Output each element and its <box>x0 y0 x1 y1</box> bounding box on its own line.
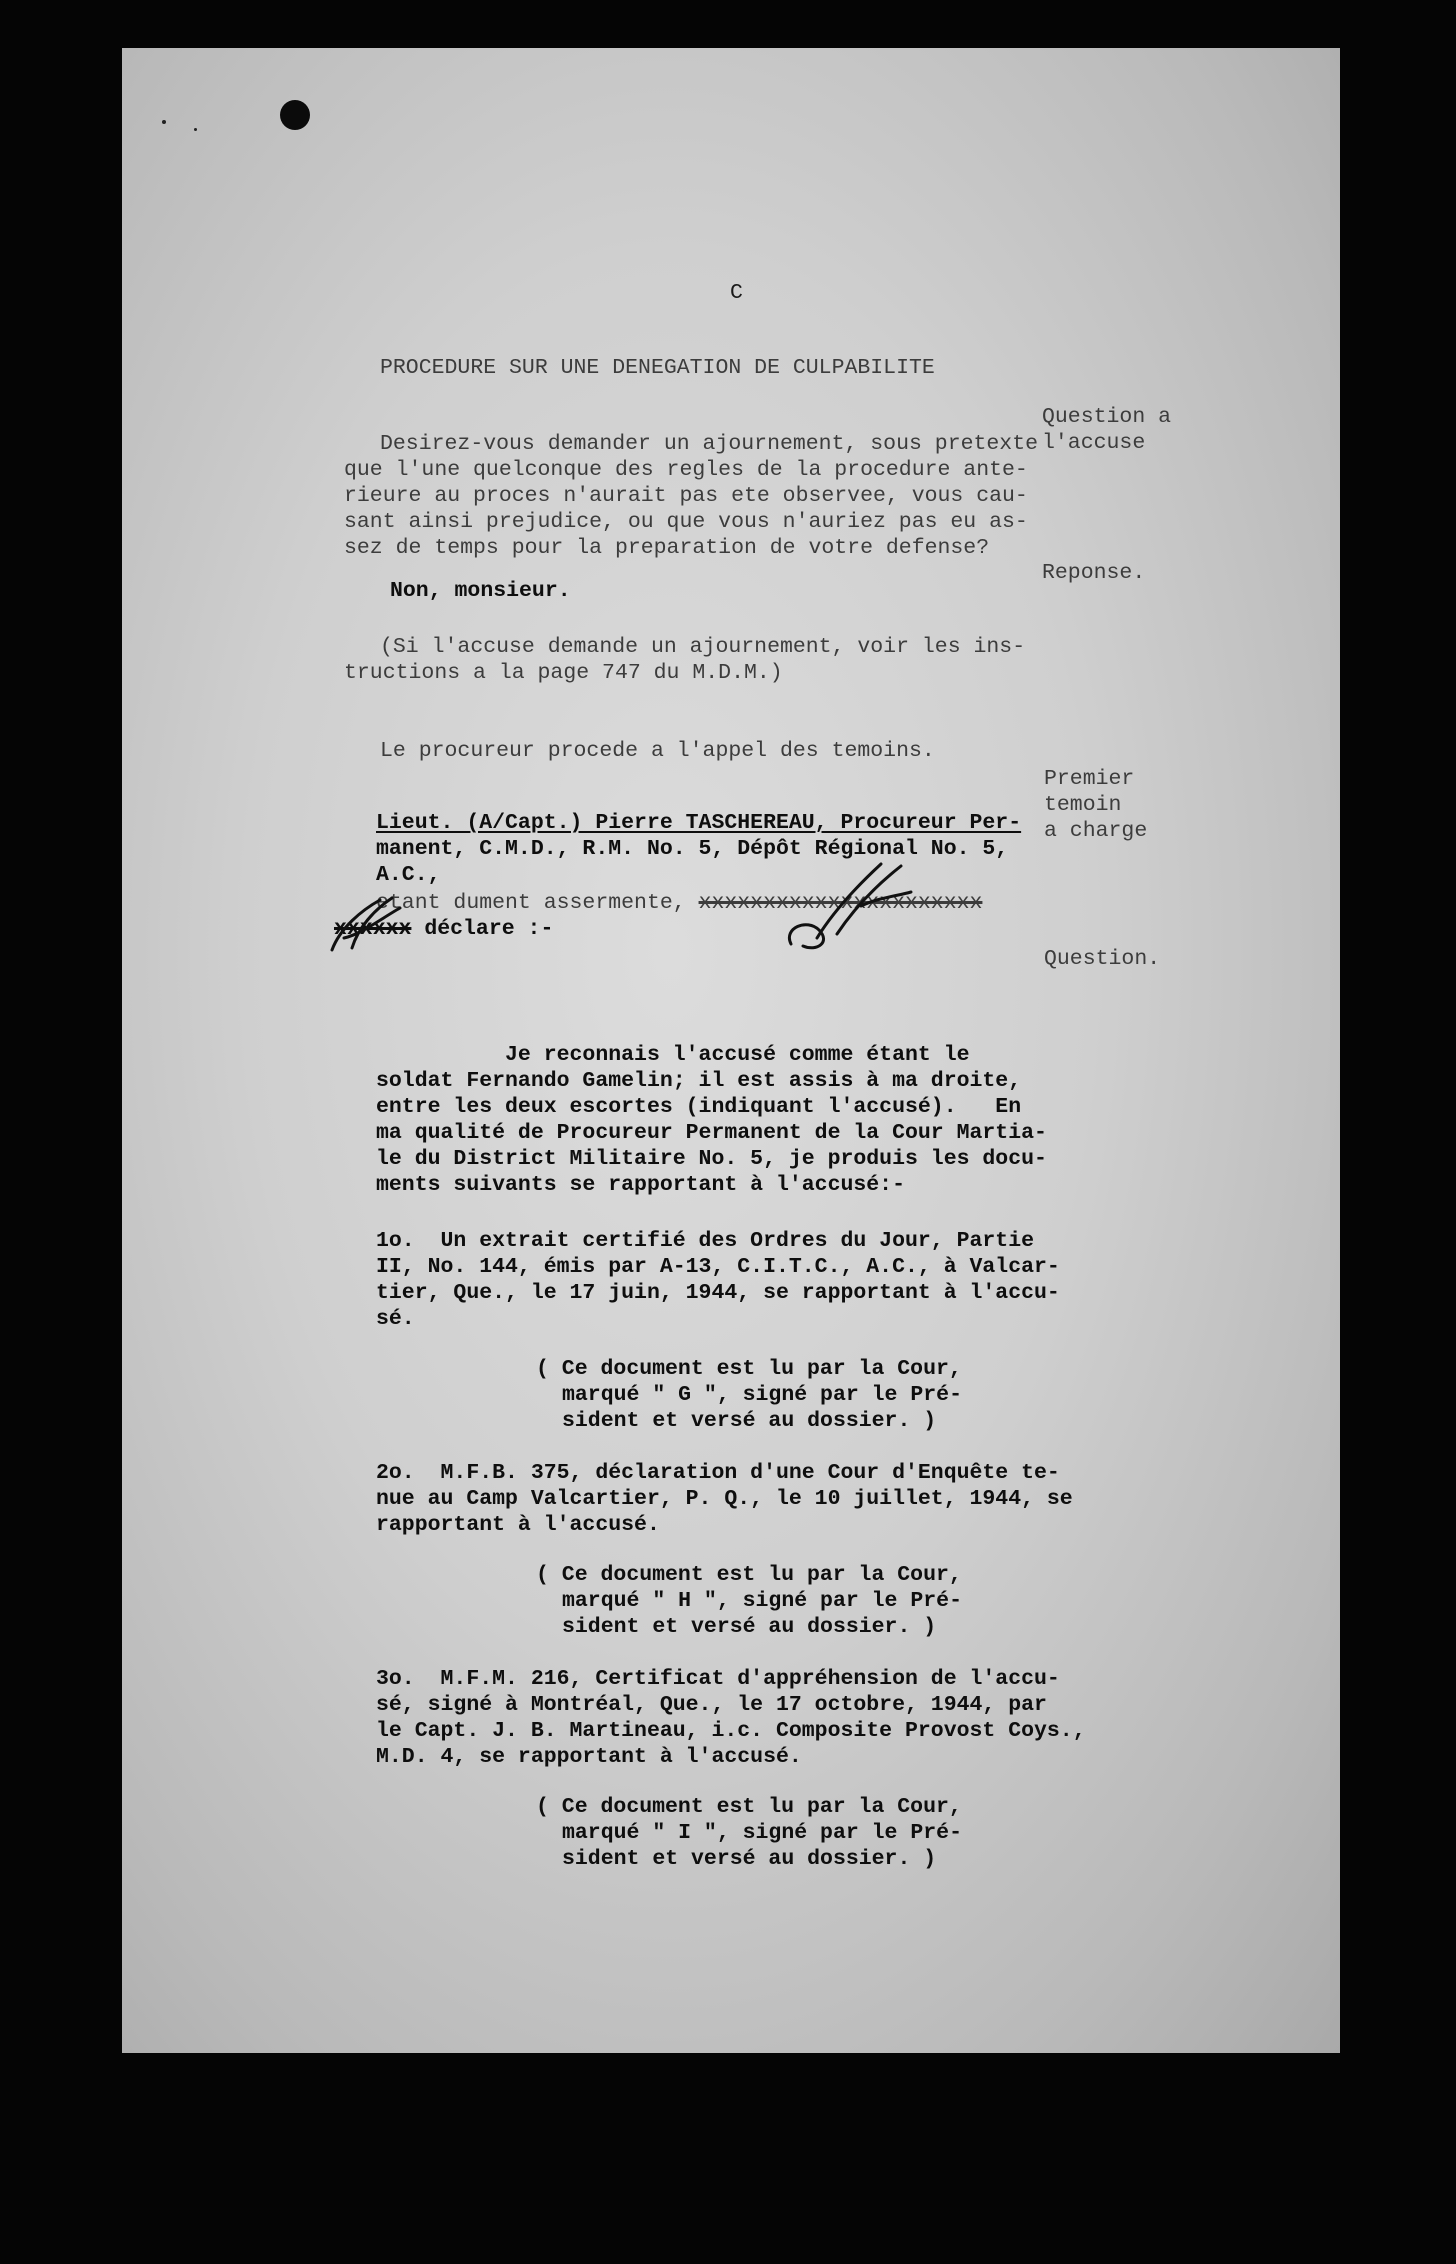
handwritten-initials <box>777 848 917 958</box>
margin-note-question-line2: l'accuse <box>1042 431 1146 455</box>
section-letter: C <box>730 281 743 305</box>
margin-note-question2: Question. <box>1044 947 1161 971</box>
sworn-text: etant dument assermente, <box>376 891 686 915</box>
margin-note-premier-line2: temoin <box>1044 793 1122 817</box>
margin-note-question-line1: Question a <box>1042 405 1172 429</box>
punch-hole <box>280 100 310 130</box>
document-2-note: ( Ce document est lu par la Cour, <box>536 1563 962 1587</box>
testimony-line: Je reconnais l'accusé comme étant le <box>376 1043 970 1067</box>
document-2-line: nue au Camp Valcartier, P. Q., le 10 juillet, 1944, se <box>376 1487 1073 1511</box>
document-2-line: 2o. M.F.B. 375, déclaration d'une Cour d'Enquête te- <box>376 1461 1060 1485</box>
document-3-note: sident et versé au dossier. ) <box>562 1847 937 1871</box>
testimony-line: ma qualité de Procureur Permanent de la Cour Martia- <box>376 1121 1047 1145</box>
document-3-line: sé, signé à Montréal, Que., le 17 octobre, 1944, par <box>376 1693 1047 1717</box>
question-line: que l'une quelconque des regles de la procedure ante- <box>344 458 1028 482</box>
document-3-line: le Capt. J. B. Martineau, i.c. Composite Provost Coys., <box>376 1719 1086 1743</box>
document-1-line: II, No. 144, émis par A-13, C.I.T.C., A.C., à Valcar- <box>376 1255 1060 1279</box>
struck-text: xxxxxx <box>334 917 412 941</box>
section-heading: PROCEDURE SUR UNE DENEGATION DE CULPABILITE <box>380 356 935 380</box>
document-2-note: marqué " H ", signé par le Pré- <box>562 1589 962 1613</box>
document-1-note: sident et versé au dossier. ) <box>562 1409 937 1433</box>
witness-call: Le procureur procede a l'appel des temoins. <box>380 739 935 763</box>
witness-rank-line: manent, C.M.D., R.M. No. 5, Dépôt Régional No. 5, <box>376 837 1009 861</box>
testimony-line: le du District Militaire No. 5, je produis les docu- <box>376 1147 1047 1171</box>
witness-name-line: Lieut. (A/Capt.) Pierre TASCHEREAU, Procureur Per- <box>376 811 1022 835</box>
document-1-note: ( Ce document est lu par la Cour, <box>536 1357 962 1381</box>
handwritten-initials <box>322 888 412 958</box>
question-line: rieure au proces n'aurait pas ete observee, vous cau- <box>344 484 1028 508</box>
document-3-note: marqué " I ", signé par le Pré- <box>562 1821 962 1845</box>
document-1-line: 1o. Un extrait certifié des Ordres du Jour, Partie <box>376 1229 1035 1253</box>
instruction-line: tructions a la page 747 du M.D.M.) <box>344 661 783 685</box>
document-3-line: M.D. 4, se rapportant à l'accusé. <box>376 1745 802 1769</box>
margin-note-reponse: Reponse. <box>1042 561 1146 585</box>
question-line: sant ainsi prejudice, ou que vous n'auriez pas eu as- <box>344 510 1028 534</box>
testimony-line: entre les deux escortes (indiquant l'accusé). En <box>376 1095 1022 1119</box>
margin-note-premier-line3: a charge <box>1044 819 1148 843</box>
struck-text: xxxxxxxxxxxxxxxxxxxxxx <box>698 891 983 915</box>
document-3-note: ( Ce document est lu par la Cour, <box>536 1795 962 1819</box>
question-line: sez de temps pour la preparation de votre defense? <box>344 536 990 560</box>
document-page <box>122 48 1340 2053</box>
speck <box>162 120 166 124</box>
question-line: Desirez-vous demander un ajournement, sous pretexte <box>380 432 1039 456</box>
document-2-note: sident et versé au dossier. ) <box>562 1615 937 1639</box>
instruction-line: (Si l'accuse demande un ajournement, voir les ins- <box>380 635 1026 659</box>
margin-note-premier-line1: Premier <box>1044 767 1135 791</box>
witness-unit-line: A.C., <box>376 863 441 887</box>
document-1-note: marqué " G ", signé par le Pré- <box>562 1383 962 1407</box>
speck <box>194 128 197 131</box>
answer-text: Non, monsieur. <box>390 579 571 603</box>
testimony-line: soldat Fernando Gamelin; il est assis à ma droite, <box>376 1069 1022 1093</box>
document-2-line: rapportant à l'accusé. <box>376 1513 660 1537</box>
document-1-line: tier, Que., le 17 juin, 1944, se rapportant à l'accu- <box>376 1281 1060 1305</box>
document-1-line: sé. <box>376 1307 415 1331</box>
document-3-line: 3o. M.F.M. 216, Certificat d'appréhension de l'accu- <box>376 1667 1060 1691</box>
testimony-line: ments suivants se rapportant à l'accusé:- <box>376 1173 905 1197</box>
declares-text: déclare :- <box>424 917 554 941</box>
